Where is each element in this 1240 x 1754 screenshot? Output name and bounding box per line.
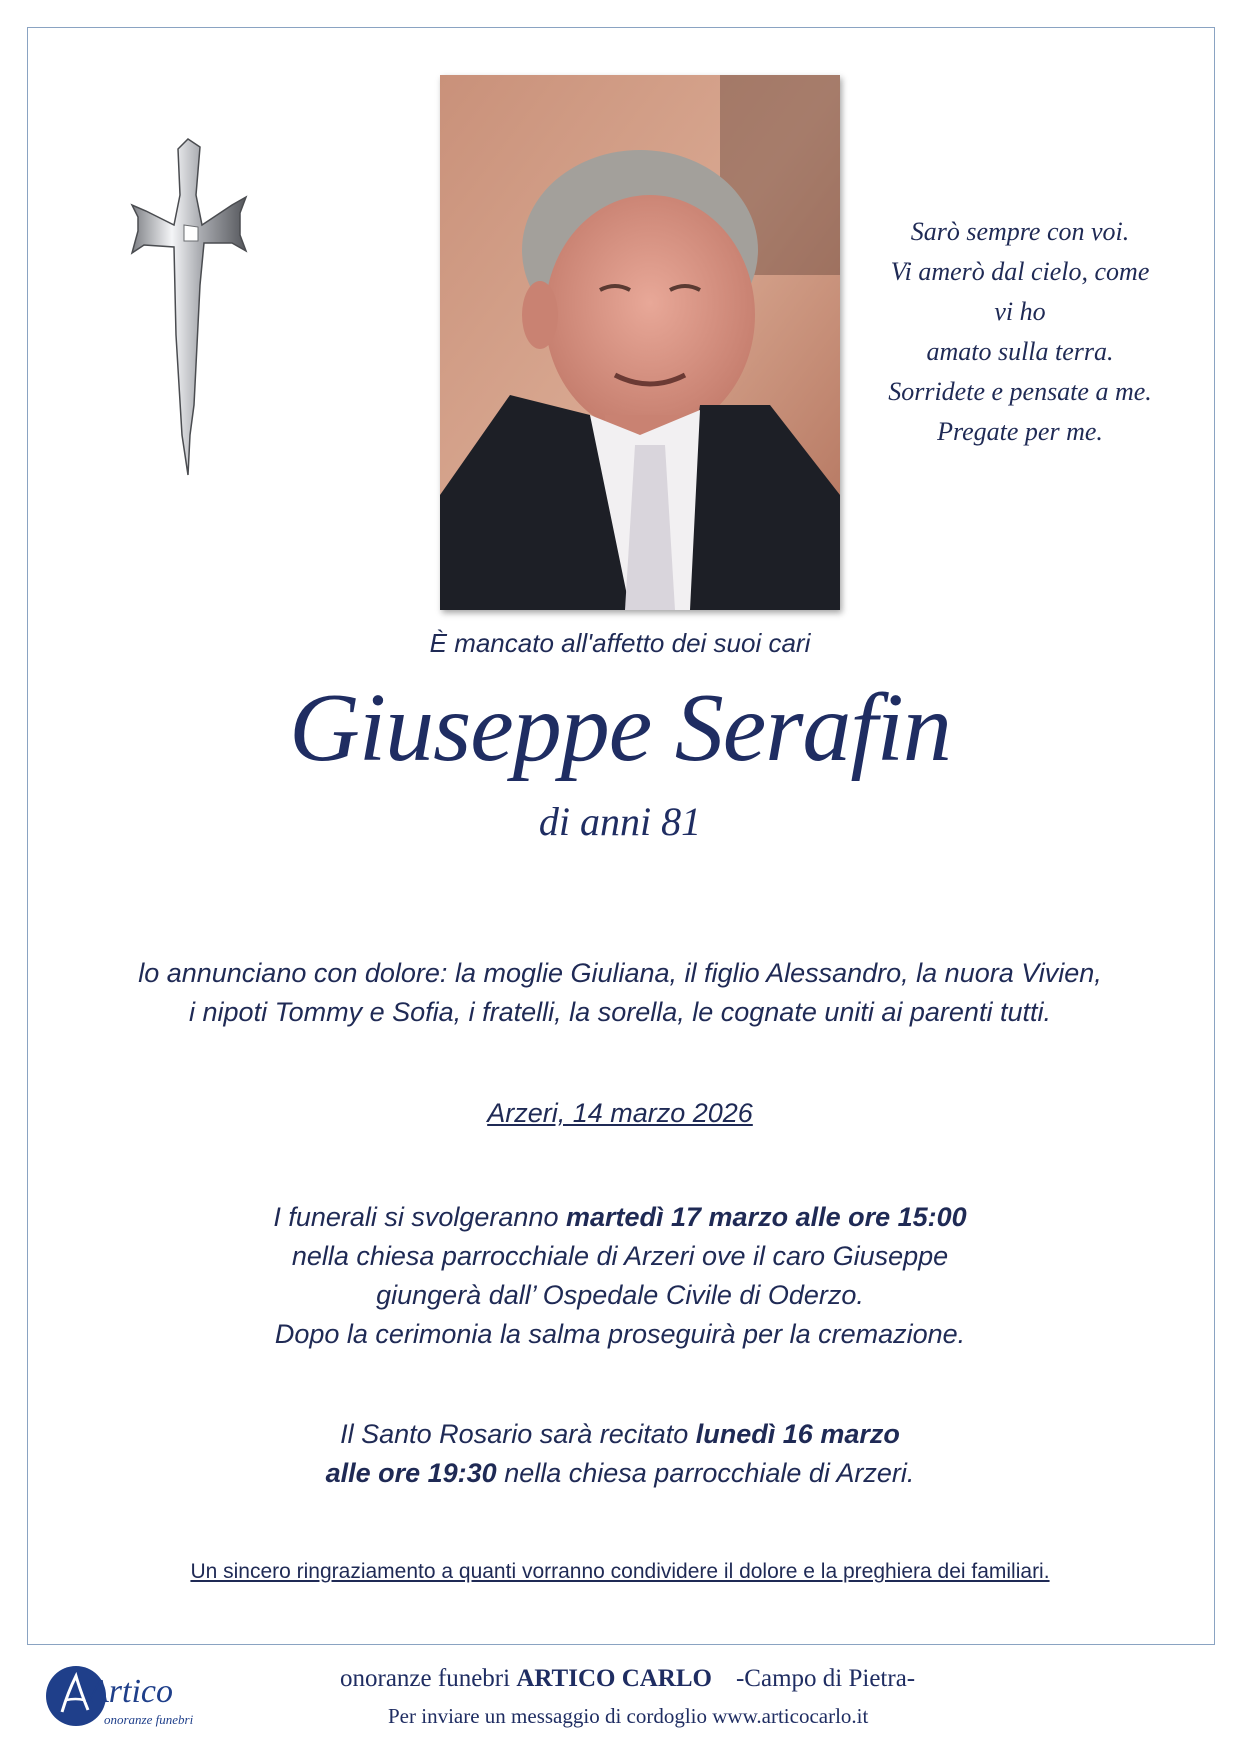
footer-prefix: onoranze funebri — [340, 1665, 517, 1692]
rosary-date: lunedì 16 marzo — [695, 1419, 900, 1449]
thanks-text: Un sincero ringraziamento a quanti vorranno condividere il dolore e la preghiera dei familiari. — [190, 1560, 1050, 1583]
funeral-datetime: martedì 17 marzo alle ore 15:00 — [565, 1202, 967, 1232]
artico-logo — [42, 1662, 242, 1734]
logo-tagline: onoranze funebri — [104, 1712, 194, 1727]
logo-word: Artico — [88, 1673, 173, 1710]
poem-line: vi ho — [994, 297, 1046, 326]
intro-text: È mancato all'affetto dei suoi cari — [429, 628, 811, 658]
funeral-line: nella chiesa parrocchiale di Arzeri ove il caro Giuseppe — [291, 1241, 949, 1271]
thanks-note — [0, 1560, 1240, 1584]
poem-line: Sorridete e pensate a me. — [888, 377, 1152, 406]
place-date — [0, 1098, 1240, 1129]
announcement-line: i nipoti Tommy e Sofia, i fratelli, la sorella, le cognate uniti ai parenti tutti. — [189, 997, 1051, 1027]
rosary-suffix: nella chiesa parrocchiale di Arzeri. — [496, 1458, 915, 1488]
funeral-line — [60, 1198, 1180, 1237]
rosary-line — [60, 1454, 1180, 1493]
poem-line: Sarò sempre con voi. — [910, 217, 1130, 246]
rosary-time: alle ore 19:30 — [325, 1458, 497, 1488]
cross-icon — [128, 135, 268, 495]
footer-location: -Campo di Pietra- — [735, 1665, 916, 1692]
funeral-line: giungerà dall’ Ospedale Civile di Oderzo. — [376, 1280, 864, 1310]
deceased-name: Giuseppe Serafin — [289, 674, 951, 782]
announcement-line: lo annunciano con dolore: la moglie Giuliana, il figlio Alessandro, la nuora Vivien, — [138, 958, 1102, 988]
place-date-text: Arzeri, 14 marzo 2026 — [487, 1098, 753, 1128]
rosary-prefix: Il Santo Rosario sarà recitato — [340, 1419, 696, 1449]
footer-company: ARTICO CARLO — [516, 1665, 712, 1692]
poem-line: Pregate per me. — [937, 417, 1103, 446]
poem — [860, 212, 1180, 452]
rosary-line — [60, 1415, 1180, 1454]
funeral-info — [60, 1198, 1180, 1354]
poem-line: Vi amerò dal cielo, come — [890, 257, 1150, 286]
footer-message: Per inviare un messaggio di cordoglio www.articocarlo.it — [388, 1704, 869, 1728]
funeral-line: Dopo la cerimonia la salma proseguirà per la cremazione. — [274, 1319, 966, 1349]
poem-line: amato sulla terra. — [926, 337, 1114, 366]
footer-company-line — [340, 1665, 915, 1693]
deceased-age: di anni 81 — [538, 799, 702, 844]
portrait-photo — [440, 75, 840, 610]
funeral-prefix: I funerali si svolgeranno — [273, 1202, 566, 1232]
rosary-info — [60, 1415, 1180, 1493]
announcement — [40, 954, 1200, 1032]
